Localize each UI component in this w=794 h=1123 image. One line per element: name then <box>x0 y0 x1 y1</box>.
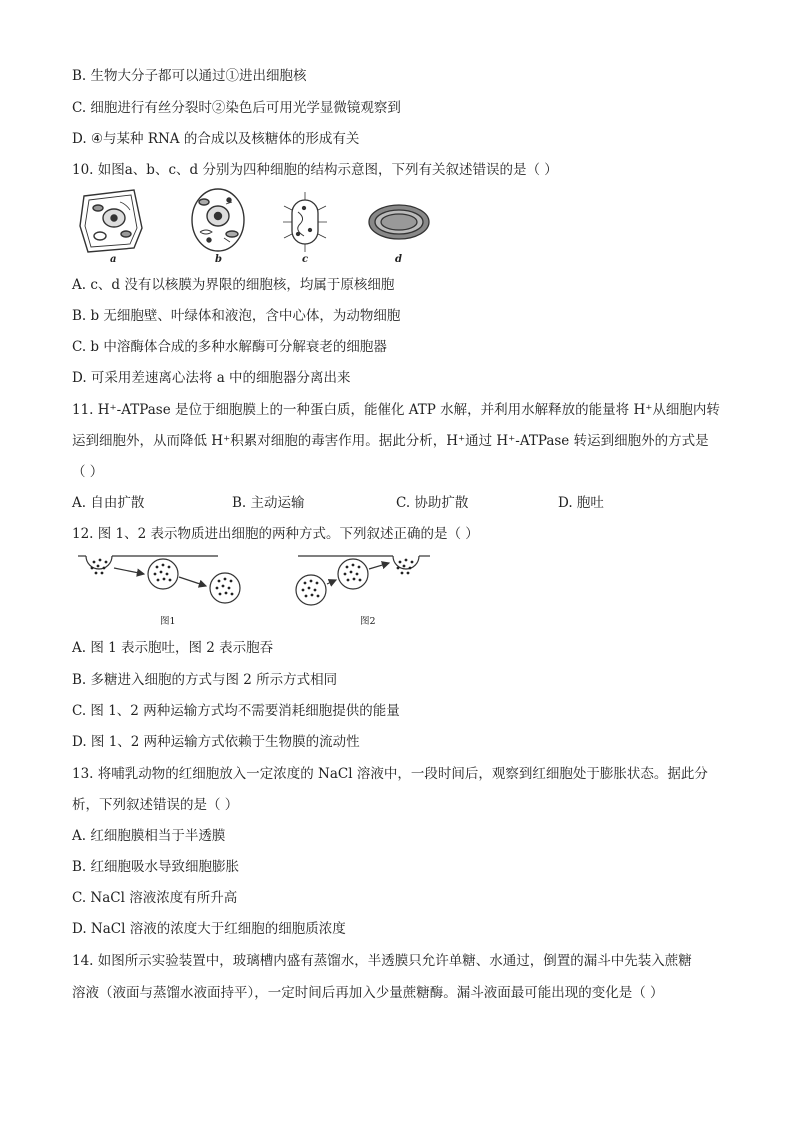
cyanobacterium-diagram <box>369 205 429 239</box>
q14-stem-line2: 溶液（液面与蒸馏水液面持平），一定时间后再加入少量蔗糖酶。漏斗液面最可能出现的变化是（ ） <box>72 985 664 1001</box>
q11-stem-line1: 11. H⁺-ATPase 是位于细胞膜上的一种蛋白质，能催化 ATP 水解，并利用水解释放的能量将 H⁺从细胞内转 <box>72 402 720 418</box>
q10-stem: 10. 如图a、b、c、d 分别为四种细胞的结构示意图，下列有关叙述错误的是（ ） <box>72 162 558 178</box>
plant-cell-diagram <box>80 190 142 252</box>
cell-label-a: a <box>110 254 117 264</box>
q12-option-d: D. 图 1、2 两种运输方式依赖于生物膜的流动性 <box>72 734 360 750</box>
figure1-particles <box>91 559 234 596</box>
q10-option-d: D. 可采用差速离心法将 a 中的细胞器分离出来 <box>72 370 351 386</box>
q10-option-b: B. b 无细胞壁、叶绿体和液泡，含中心体，为动物细胞 <box>72 308 401 324</box>
q13-stem-line1: 13. 将哺乳动物的红细胞放入一定浓度的 NaCl 溶液中，一段时间后，观察到红细胞处于膨胀状态。据此分 <box>72 766 708 782</box>
q11-option-a: A. 自由扩散 <box>72 495 145 511</box>
q12-transport-figure <box>78 550 438 630</box>
q9-option-d: D. ④与某种 RNA 的合成以及核糖体的形成有关 <box>72 131 360 147</box>
q13-option-b: B. 红细胞吸水导致细胞膨胀 <box>72 859 240 875</box>
q14-stem-line1: 14. 如图所示实验装置中，玻璃槽内盛有蒸馏水，半透膜只允许单糖、水通过，倒置的漏斗中先装入蔗糖 <box>72 953 692 969</box>
q11-option-b: B. 主动运输 <box>232 495 305 511</box>
animal-cell-diagram <box>192 189 244 251</box>
q10-option-c: C. b 中溶酶体合成的多种水解酶可分解衰老的细胞器 <box>72 339 387 355</box>
q12-option-b: B. 多糖进入细胞的方式与图 2 所示方式相同 <box>72 672 338 688</box>
q12-option-a: A. 图 1 表示胞吐，图 2 表示胞吞 <box>72 640 274 656</box>
q11-options <box>72 493 712 513</box>
cell-label-c: c <box>302 254 309 264</box>
q11-stem-line3: （ ） <box>72 464 104 480</box>
q13-option-a: A. 红细胞膜相当于半透膜 <box>72 828 226 844</box>
q9-option-b: B. 生物大分子都可以通过①进出细胞核 <box>72 68 307 84</box>
q11-option-c: C. 协助扩散 <box>396 495 469 511</box>
bacterium-diagram <box>283 192 327 252</box>
q11-stem-line2: 运到细胞外，从而降低 H⁺积累对细胞的毒害作用。据此分析，H⁺通过 H⁺-ATPase 转运到细胞外的方式是 <box>72 433 709 449</box>
q9-option-c: C. 细胞进行有丝分裂时②染色后可用光学显微镜观察到 <box>72 100 401 116</box>
q13-option-c: C. NaCl 溶液浓度有所升高 <box>72 890 238 906</box>
q12-option-c: C. 图 1、2 两种运输方式均不需要消耗细胞提供的能量 <box>72 703 400 719</box>
figure2-endocytosis <box>296 556 430 605</box>
q13-option-d: D. NaCl 溶液的浓度大于红细胞的细胞质浓度 <box>72 921 346 937</box>
figure2-label: 图2 <box>360 616 376 627</box>
q10-cell-figure <box>76 186 456 264</box>
q13-stem-line2: 析，下列叙述错误的是（ ） <box>72 797 239 813</box>
cell-label-d: d <box>395 254 402 264</box>
figure1-label: 图1 <box>160 616 176 627</box>
cell-label-b: b <box>215 254 222 264</box>
q10-option-a: A. c、d 没有以核膜为界限的细胞核，均属于原核细胞 <box>72 277 395 293</box>
q11-option-d: D. 胞吐 <box>558 495 604 511</box>
q12-stem: 12. 图 1、2 表示物质进出细胞的两种方式。下列叙述正确的是（ ） <box>72 526 479 542</box>
